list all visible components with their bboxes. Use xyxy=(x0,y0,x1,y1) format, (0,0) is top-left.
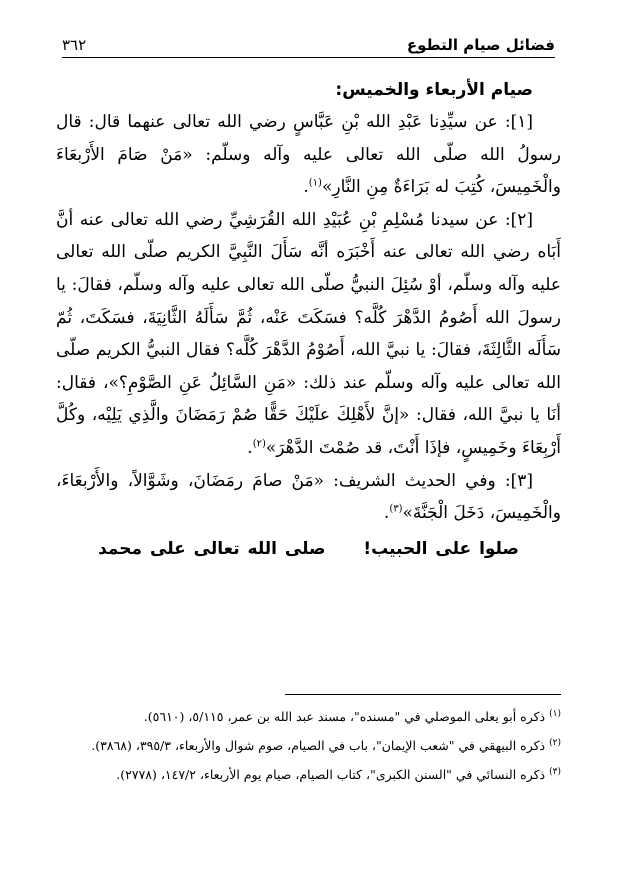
hadith-text: : عن سيِّدِنا عَبْدِ الله بْنِ عَبَّاسٍ رضي الله تعالى عنهما قال: قال رسولُ الله صلّى الله تعالى عليه وآله وسلّم: «مَنْ صَامَ الأَرْبعَاءَ والْخَمِيسَ، كُتِبَ له بَرَاءَةٌ مِنِ النَّارِ» xyxy=(56,112,561,198)
paragraph-end: . xyxy=(383,503,390,524)
paragraph-end: . xyxy=(247,437,253,458)
footnote-mark: (١) xyxy=(549,708,561,719)
footnote-text: ذكره النسائي في "السنن الكبرى"، كتاب الصيام، صيام يوم الأربعاء، ١٤٧/٢، (٢٧٧٨). xyxy=(116,767,546,782)
salutation-part-1: صلوا على الحبيب! xyxy=(363,538,519,559)
hadith-paragraph-1 xyxy=(56,106,561,204)
footnote-mark: (٢) xyxy=(549,737,561,748)
main-text xyxy=(56,74,561,566)
footnote-1 xyxy=(56,702,561,731)
hadith-number: [٢] xyxy=(510,209,533,230)
footnote-divider xyxy=(285,694,561,695)
hadith-number: [١] xyxy=(510,112,533,132)
footnote-reference: (١) xyxy=(308,177,322,189)
hadith-paragraph-3 xyxy=(56,465,561,530)
footnote-reference: (٢) xyxy=(252,438,266,450)
footnote-reference: (٣) xyxy=(389,503,403,515)
hadith-number: [٣] xyxy=(510,470,533,491)
page-number: ٣٦٢ xyxy=(62,36,87,54)
page-header xyxy=(62,28,555,58)
hadith-text: : وفي الحديث الشريف: «مَنْ صامَ رمَضَانَ، وشَوَّالاً، والأَرْبعَاءَ، والْخَمِيسَ، دَخَلَ الْجَنَّةَ» xyxy=(56,470,561,524)
running-title: فضائل صيام التطوع xyxy=(406,36,555,54)
footnote-text: ذكره أبو يعلى الموصلي في "مسنده"، مسند عبد الله بن عمر، ٥/١١٥، (٥٦١٠). xyxy=(143,709,546,724)
footnote-mark: (٣) xyxy=(549,766,561,777)
section-title: صيام الأربعاء والخميس: xyxy=(335,80,533,100)
hadith-text: : عن سيدنا مُسْلِمِ بْنِ عُبَيْدِ الله القُرَشِيِّ رضي الله تعالى عنه أنَّ أَبَاه رضي الله تعالى عنه أَخْبَرَه أنَّه سَأَلَ النَّبِيَّ الكريم صلّى الله تعالى عليه وآله وسلّم، أوْ سُئِلَ النبيُّ صلّى الله تعالى عليه وآله وسلّم، فقالَ: يا رسولَ الله أَصُومُ الدَّهْرَ كُلَّه؟ فسَكَتَ عَنْه، ثُمَّ سَأَلَهُ الثَّانِيَةَ، فسَكَتَ، ثُمّ سَأَلَه الثَّالِثَةَ، فقالَ: يا نبيَّ الله، أَصُوْمُ الدَّهْرَ كُلَّه؟ فقال النبيُّ الكريم صلّى الله تعالى عليه وآله وسلّم عند ذلك: «مَنِ السَّائِلُ عَنِ الصَّوْمِ؟»، فقال: أنَا يا نبيَّ الله، فقال: «إنَّ لأَهْلِكَ علَيْكَ حَقًّا صُمْ رَمَضَانَ والَّذِي يَلِيْه، وكُلَّ أَرْبِعَاءَ وخَمِيسٍ، فإذَا أَنْتَ، قد صُمْتَ الدَّهْرَ» xyxy=(56,209,562,458)
paragraph-end: . xyxy=(303,177,309,198)
salutation-part-2: صلى الله تعالى على محمد xyxy=(98,538,326,559)
footnotes xyxy=(56,702,561,789)
closing-salutation xyxy=(56,532,561,566)
hadith-paragraph-2 xyxy=(56,204,561,465)
footnote-text: ذكره البيهقي في "شعب الإيمان"، باب في الصيام، صوم شوال والأربعاء، ٣٩٥/٣، (٣٨٦٨). xyxy=(91,738,546,753)
footnote-3 xyxy=(56,760,561,789)
footnote-2 xyxy=(56,731,561,760)
